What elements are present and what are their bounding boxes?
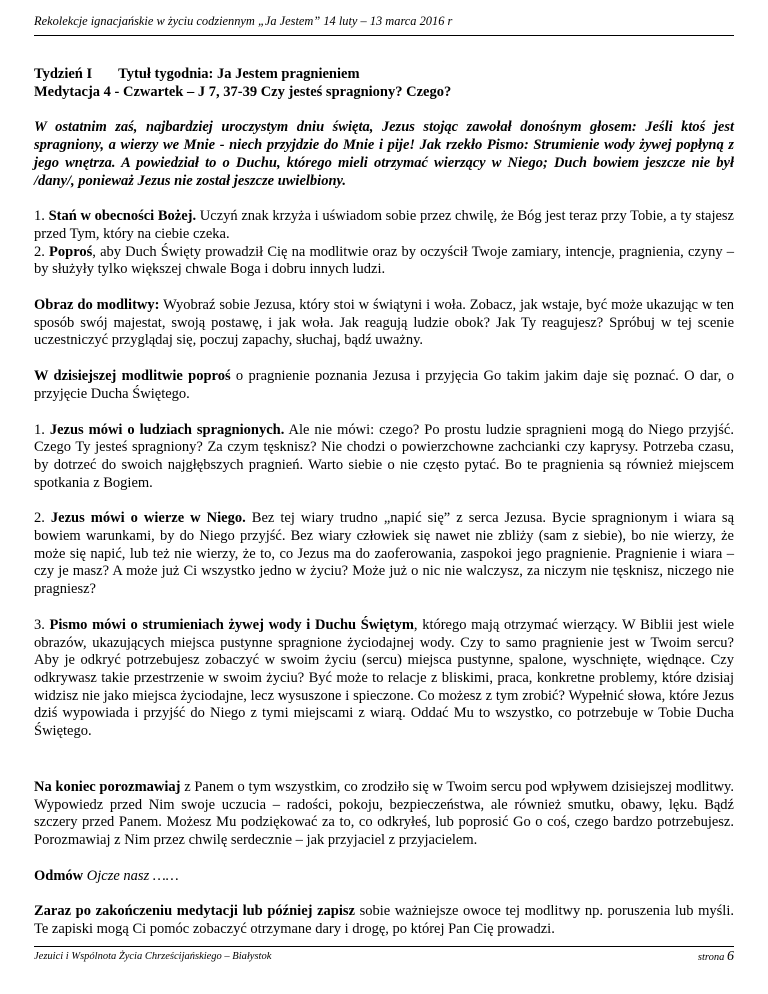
prayer-image-heading: Obraz do modlitwy: bbox=[34, 297, 160, 314]
step-1-heading: Stań w obecności Bożej. bbox=[48, 208, 197, 225]
scripture-passage: W ostatnim zaś, najbardziej uroczystym dniu święta, Jezus stojąc zawołał donośnym głosem: Jeśli ktoś jest spragniony, a wierzy we Mnie - niech przyjdzie do Mnie i pije! Jak rzekło Pismo: Strumienie wody żywej popłyną z jego wnętrza. A powiedział to o Duchu, którego mieli otrzymać wierzący w Niego; Duch bowiem jeszcze nie był /dany/, ponieważ Jezus nie został jeszcze uwielbiony. bbox=[34, 119, 734, 189]
footer-organization: Jezuici i Wspólnota Życia Chrześcijańskiego – Białystok bbox=[34, 951, 272, 962]
conversation-text: z Panem o tym wszystkim, co zrodziło się w Twoim sercu pod wpływem dzisiejszej modlitwy. Wypowiedz przed Nim swoje uczucia – radości, pokoju, bezpieczeństwa, ale również smutku, obawy, lęku. Bądź szczery przed Panem. Możesz Mu podziękować za to, co odkryłeś, lub poprosić Go o coś, czego bardzo potrzebujesz. Porozmawiaj z Nim przez chwilę serdecznie – jak przyjaciel z przyjacielem. bbox=[34, 778, 734, 848]
step-1 bbox=[34, 208, 734, 243]
point-2-number: 2. bbox=[34, 510, 51, 527]
page-header bbox=[34, 14, 734, 29]
step-2-text: , aby Duch Święty prowadził Cię na modlitwie oraz by oczyścił Twoje zamiary, intencje, pragnienia, czyny – by służyły tylko większej chwale Boga i dobru innych ludzi. bbox=[34, 243, 734, 278]
point-1-text: Ale nie mówi: czego? Po prostu ludzie spragnieni mogą do Niego przyjść. Czego Ty jesteś spragniony? Za czym tęsknisz? Nie chodzi o powierzchowne zachcianki czy kaprysy. Potrzeba czasu, by dotrzeć do swoich najgłębszych pragnień. Warto siebie o nie często pytać. Bo te pragnienia są również miejscem spotkania z Bogiem. bbox=[34, 421, 734, 491]
point-1-number: 1. bbox=[34, 421, 50, 438]
step-2-heading: Poproś bbox=[49, 243, 93, 260]
point-2-text: Bez tej wiary trudno „napić się” z serca Jezusa. Bycie spragnionym i wiara są bowiem warunkami, by do Niego przyjść. Bez wiary człowiek się nawet nie zbliży (sam z siebie), bo nie wierzy, że może się napić, lub też nie wierzy, że to, co Jezus ma do zaoferowania, zaspokoi jego pragnienie. Pragnienie i wiara – czy je masz? A może już Ci wszystko jedno w życiu? Może już o nic nie walczysz, za niczym nie tęsknisz, niczego nie pragniesz? bbox=[34, 510, 734, 598]
week-title bbox=[34, 66, 734, 84]
page-number bbox=[698, 949, 734, 965]
step-1-text: Uczyń znak krzyża i uświadom sobie przez chwilę, że Bóg jest teraz przy Tobie, a ty stajesz przed Tym, który na ciebie czeka. bbox=[34, 208, 734, 242]
step-2-number: 2. bbox=[34, 243, 50, 260]
request-text: o pragnienie poznania Jezusa i przyjęcia Go takim jakim daje się poznać. O dar, o przyjęcie Ducha Świętego. bbox=[34, 368, 734, 402]
header-text: Rekolekcje ignacjańskie w życiu codziennym „Ja Jestem” 14 luty – 13 marca 2016 r bbox=[34, 14, 453, 28]
conversation-section bbox=[34, 779, 734, 850]
notes-text: sobie ważniejsze owoce tej modlitwy np. poruszenia lub myśli. Te zapiski mogą Ci pomóc zobaczyć otrzymane dary i drogę, po której Pan Cię prowadzi. bbox=[34, 903, 734, 938]
week-label: Tydzień I bbox=[34, 66, 93, 82]
point-3-number: 3. bbox=[34, 616, 50, 633]
notes-heading: Zaraz po zakończeniu medytacji lub później zapisz bbox=[34, 903, 355, 920]
request-section bbox=[34, 368, 734, 403]
notes-section bbox=[34, 903, 734, 938]
closing-prayer-heading: Odmów bbox=[34, 867, 84, 884]
meditation-title: Medytacja 4 - Czwartek – J 7, 37-39 Czy jesteś spragniony? Czego? bbox=[34, 83, 452, 100]
prayer-image-section bbox=[34, 297, 734, 350]
point-3-heading: Pismo mówi o strumieniach żywej wody i Duchu Świętym bbox=[49, 616, 414, 633]
closing-prayer bbox=[34, 868, 734, 886]
point-3 bbox=[34, 617, 734, 741]
header-divider bbox=[34, 35, 734, 36]
point-1 bbox=[34, 422, 734, 493]
page-number-value: 6 bbox=[727, 949, 734, 964]
prayer-image-text: Wyobraź sobie Jezusa, który stoi w świątyni i woła. Zobacz, jak wstaje, być może ukazując w ten sposób swój majestat, swoją postawę, i jak woła. Jak reagują ludzie obok? Jak Ty reagujesz? Spróbuj w tej scenie uczestniczyć przyglądaj się, poczuj zapachy, słuchaj, bądź uważny. bbox=[34, 297, 734, 349]
point-2 bbox=[34, 510, 734, 599]
conversation-heading: Na koniec porozmawiaj bbox=[34, 778, 181, 795]
point-2-heading: Jezus mówi o wierze w Niego. bbox=[50, 510, 246, 527]
closing-prayer-text: Ojcze nasz …… bbox=[83, 867, 179, 884]
point-3-text: , którego mają otrzymać wierzący. W Biblii jest wiele obrazów, ukazujących miejsca pustynne spragnione życiodajnej wody. Czy to samo pragnienie jest w Twoim sercu? Aby je odkryć potrzebujesz zobaczyć w swoim życiu (sercu) miejsca pustynne, spalone, wyschnięte, więdnące. Czy odkrywasz takie przestrzenie w swoim życiu? Być może to relacje z bliskimi, praca, konkretne problemy, które dzisiaj widzisz nie jako miejsca życiodajne, lecz wysuszone i spieczone. Co możesz z tym zrobić? Wypełnić słowa, które Jezus dziś wypowiada i przyjść do Niego z tymi miejscami z wiarą. Oddać Mu to wszystko, co potrzebuje w Tobie Ducha Świętego. bbox=[34, 616, 735, 740]
request-heading: W dzisiejszej modlitwie poproś bbox=[34, 368, 231, 385]
footer-divider bbox=[34, 946, 734, 947]
week-theme: Tytuł tygodnia: Ja Jestem pragnieniem bbox=[118, 66, 360, 82]
step-2 bbox=[34, 244, 734, 279]
document-body bbox=[34, 66, 734, 939]
step-1-number: 1. bbox=[34, 208, 49, 225]
page-label: strona bbox=[697, 952, 727, 963]
point-1-heading: Jezus mówi o ludziach spragnionych. bbox=[49, 421, 285, 438]
